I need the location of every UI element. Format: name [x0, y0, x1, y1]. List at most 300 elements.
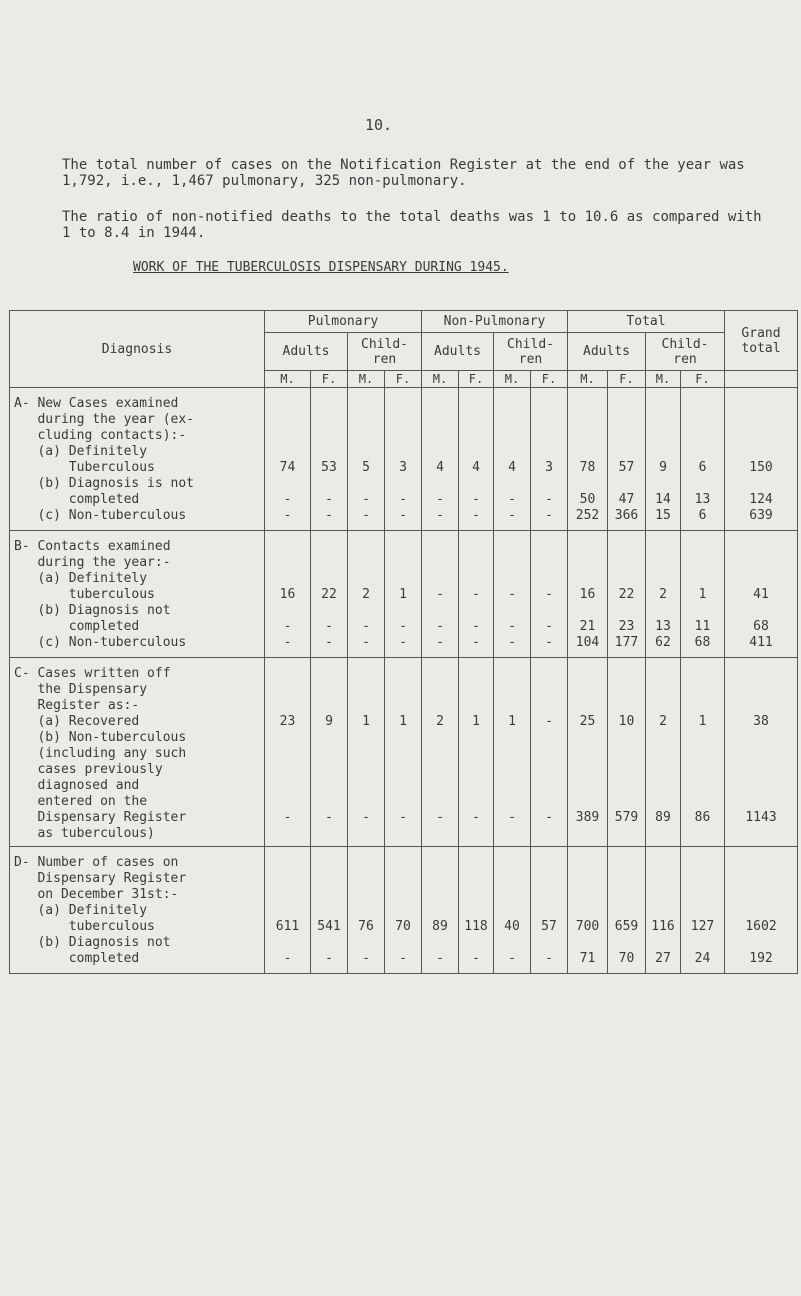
value: 68 — [753, 619, 769, 634]
sex-header-f: F. — [311, 371, 348, 388]
label-line: during the year (ex- — [14, 412, 195, 427]
label-line: completed — [14, 951, 140, 966]
count-cell — [459, 847, 494, 974]
value — [348, 603, 384, 619]
value: 22 — [618, 587, 635, 602]
value: 57 — [618, 460, 635, 475]
value — [681, 762, 724, 778]
value: 579 — [614, 810, 639, 825]
non-pulmonary-header: Non-Pulmonary — [422, 311, 568, 333]
value: - — [399, 619, 407, 634]
value: 89 — [432, 919, 448, 934]
label-line: completed — [14, 619, 140, 634]
value: - — [472, 951, 480, 966]
label-line: cluding contacts):- — [14, 428, 187, 443]
value: - — [508, 951, 516, 966]
value: 76 — [358, 919, 374, 934]
value — [494, 746, 530, 762]
value: 68 — [694, 635, 711, 650]
paragraph-death-ratio: The ratio of non-notified deaths to the total deaths was 1 to 10.6 as compared with 1 to 8.4 in 1944. — [62, 209, 762, 241]
value: 40 — [504, 919, 520, 934]
count-cell — [646, 847, 681, 974]
value — [422, 794, 458, 810]
count-cell — [348, 388, 385, 531]
count-cell — [385, 531, 422, 658]
value — [531, 762, 567, 778]
value: 71 — [579, 951, 596, 966]
sex-header-f: F. — [681, 371, 725, 388]
value — [608, 476, 645, 492]
value: 1 — [698, 587, 707, 602]
count-cell — [311, 658, 348, 847]
value — [265, 794, 310, 810]
value — [459, 778, 493, 794]
value — [422, 603, 458, 619]
value — [311, 603, 347, 619]
label-line: tuberculous — [14, 587, 155, 602]
value: 11 — [694, 619, 711, 634]
value: - — [399, 492, 407, 507]
label-line: during the year:- — [14, 555, 171, 570]
value: - — [325, 492, 333, 507]
value: 41 — [753, 587, 769, 602]
pulmonary-children-header: Child- ren — [348, 333, 422, 371]
pulmonary-header: Pulmonary — [265, 311, 422, 333]
value — [459, 603, 493, 619]
count-cell — [348, 531, 385, 658]
value: - — [283, 810, 292, 825]
section-row-d — [10, 847, 798, 974]
value: - — [436, 619, 444, 634]
label-line: (a) Recovered — [14, 714, 140, 729]
value: 25 — [579, 714, 596, 729]
value: 252 — [575, 508, 600, 523]
value: - — [325, 635, 333, 650]
value — [385, 746, 421, 762]
count-cell — [311, 531, 348, 658]
value: 5 — [362, 460, 370, 475]
grand-total-cell — [725, 388, 798, 531]
count-cell — [422, 531, 459, 658]
sex-header-f: F. — [459, 371, 494, 388]
value — [311, 778, 347, 794]
value: 21 — [579, 619, 596, 634]
label-line: C- Cases written off — [14, 666, 171, 681]
label-line: (b) Diagnosis not — [14, 603, 171, 618]
count-cell — [608, 658, 646, 847]
value — [459, 935, 493, 951]
value: 116 — [651, 919, 675, 934]
value — [681, 730, 724, 746]
count-cell — [265, 388, 311, 531]
value — [348, 935, 384, 951]
value: - — [508, 619, 516, 634]
value: - — [399, 508, 407, 523]
value — [568, 730, 607, 746]
value: 16 — [579, 587, 596, 602]
value — [422, 778, 458, 794]
label-line: tuberculous — [14, 919, 155, 934]
value: 177 — [614, 635, 639, 650]
sex-header-f: F. — [531, 371, 568, 388]
value — [265, 603, 310, 619]
value — [265, 778, 310, 794]
value: 78 — [579, 460, 596, 475]
value: 13 — [655, 619, 671, 634]
value: 150 — [749, 460, 773, 475]
value — [311, 935, 347, 951]
count-cell — [348, 658, 385, 847]
value: - — [508, 508, 516, 523]
value — [608, 935, 645, 951]
count-cell — [348, 847, 385, 974]
value — [725, 476, 797, 492]
value: 2 — [436, 714, 444, 729]
value: - — [283, 508, 292, 523]
value: 16 — [279, 587, 296, 602]
value: 2 — [659, 587, 667, 602]
value: - — [472, 587, 480, 602]
non-pulmonary-children-header: Child- ren — [494, 333, 568, 371]
value: - — [472, 810, 480, 825]
value: 22 — [321, 587, 337, 602]
value: 9 — [325, 714, 333, 729]
value: - — [436, 492, 444, 507]
label-line: entered on the — [14, 794, 148, 809]
value: 1 — [362, 714, 370, 729]
label-line: D- Number of cases on — [14, 855, 179, 870]
value: 4 — [508, 460, 516, 475]
value: - — [399, 635, 407, 650]
value — [311, 794, 347, 810]
value: - — [508, 810, 516, 825]
value: 1 — [399, 714, 407, 729]
value: 57 — [541, 919, 557, 934]
value — [531, 794, 567, 810]
count-cell — [422, 847, 459, 974]
value: - — [545, 508, 553, 523]
value: - — [545, 587, 553, 602]
value: 124 — [749, 492, 773, 507]
count-cell — [568, 388, 608, 531]
value: 15 — [655, 508, 671, 523]
value — [646, 730, 680, 746]
value — [494, 935, 530, 951]
value — [608, 794, 645, 810]
label-line: diagnosed and — [14, 778, 140, 793]
value — [385, 730, 421, 746]
value — [385, 935, 421, 951]
label-line: (c) Non-tuberculous — [14, 635, 187, 650]
value: 659 — [614, 919, 639, 934]
count-cell — [494, 658, 531, 847]
value: 50 — [579, 492, 596, 507]
label-line: (b) Diagnosis is not — [14, 476, 195, 491]
value: - — [362, 810, 370, 825]
count-cell — [311, 847, 348, 974]
value — [265, 762, 310, 778]
value — [311, 476, 347, 492]
grand-total-header: Grand total — [725, 311, 798, 371]
value: - — [545, 810, 553, 825]
value — [681, 746, 724, 762]
value — [725, 746, 797, 762]
value: - — [508, 635, 516, 650]
value: - — [472, 619, 480, 634]
value — [422, 746, 458, 762]
grand-total-cell — [725, 531, 798, 658]
value — [494, 603, 530, 619]
count-cell — [568, 847, 608, 974]
value — [608, 778, 645, 794]
sex-header-f: F. — [608, 371, 646, 388]
value: - — [508, 587, 516, 602]
value: 47 — [618, 492, 635, 507]
value: 1 — [399, 587, 407, 602]
value — [531, 935, 567, 951]
value: - — [472, 635, 480, 650]
value — [494, 778, 530, 794]
value — [265, 746, 310, 762]
value: 389 — [575, 810, 600, 825]
value: - — [325, 619, 333, 634]
value: - — [399, 810, 407, 825]
value: - — [325, 810, 333, 825]
value — [265, 730, 310, 746]
count-cell — [568, 531, 608, 658]
value — [568, 778, 607, 794]
value: - — [283, 635, 292, 650]
value: - — [545, 951, 553, 966]
value — [311, 730, 347, 746]
value: 4 — [436, 460, 444, 475]
value: 70 — [618, 951, 635, 966]
value: 411 — [749, 635, 773, 650]
value — [265, 935, 310, 951]
value — [531, 746, 567, 762]
pulmonary-adults-header: Adults — [265, 333, 348, 371]
total-header: Total — [568, 311, 725, 333]
label-line: Dispensary Register — [14, 871, 187, 886]
value — [494, 476, 530, 492]
grand-total-cell — [725, 658, 798, 847]
value — [725, 778, 797, 794]
value: 1602 — [745, 919, 777, 934]
value: - — [545, 619, 553, 634]
value: 23 — [618, 619, 635, 634]
count-cell — [646, 658, 681, 847]
label-line: (c) Non-tuberculous — [14, 508, 187, 523]
value — [348, 746, 384, 762]
value — [385, 603, 421, 619]
value — [459, 762, 493, 778]
count-cell — [459, 388, 494, 531]
value: 366 — [614, 508, 639, 523]
label-line: (b) Diagnosis not — [14, 935, 171, 950]
value — [459, 794, 493, 810]
value: - — [472, 508, 480, 523]
value — [568, 603, 607, 619]
value — [385, 762, 421, 778]
value — [725, 762, 797, 778]
sex-header-m: M. — [348, 371, 385, 388]
count-cell — [681, 531, 725, 658]
value — [422, 730, 458, 746]
label-line: cases previously — [14, 762, 163, 777]
value — [422, 935, 458, 951]
value: 89 — [655, 810, 671, 825]
count-cell — [265, 658, 311, 847]
count-cell — [608, 847, 646, 974]
value: 1 — [698, 714, 707, 729]
value — [459, 746, 493, 762]
count-cell — [681, 847, 725, 974]
label-line: Register as:- — [14, 698, 140, 713]
value — [646, 935, 680, 951]
value: 2 — [659, 714, 667, 729]
value — [311, 746, 347, 762]
value: 700 — [575, 919, 600, 934]
sex-header-m: M. — [494, 371, 531, 388]
value — [459, 476, 493, 492]
value — [459, 730, 493, 746]
count-cell — [265, 531, 311, 658]
count-cell — [385, 388, 422, 531]
label-line: on December 31st:- — [14, 887, 179, 902]
value: - — [362, 951, 370, 966]
value: 192 — [749, 951, 773, 966]
value — [568, 476, 607, 492]
value: 118 — [464, 919, 488, 934]
count-cell — [494, 388, 531, 531]
count-cell — [568, 658, 608, 847]
value — [681, 476, 724, 492]
value — [608, 730, 645, 746]
count-cell — [265, 847, 311, 974]
value — [311, 762, 347, 778]
value: - — [436, 635, 444, 650]
value: - — [545, 635, 553, 650]
total-adults-header: Adults — [568, 333, 646, 371]
value — [646, 476, 680, 492]
value — [608, 762, 645, 778]
section-row-a — [10, 388, 798, 531]
value — [568, 935, 607, 951]
count-cell — [494, 847, 531, 974]
count-cell — [459, 531, 494, 658]
value — [348, 730, 384, 746]
value: 1143 — [745, 810, 777, 825]
count-cell — [531, 847, 568, 974]
value — [646, 794, 680, 810]
grand-total-subheader — [725, 371, 798, 388]
count-cell — [608, 531, 646, 658]
value: 541 — [317, 919, 341, 934]
sex-header-m: M. — [646, 371, 681, 388]
value — [531, 603, 567, 619]
diagnosis-header: Diagnosis — [10, 311, 265, 388]
value — [725, 794, 797, 810]
paragraph-notification-register: The total number of cases on the Notification Register at the end of the year was 1,792, i.e., 1,467 pulmonary, 325 non-pulmonary. — [62, 157, 745, 189]
value: 70 — [395, 919, 411, 934]
value — [681, 603, 724, 619]
value — [494, 762, 530, 778]
label-line: (b) Non-tuberculous — [14, 730, 187, 745]
value — [681, 778, 724, 794]
count-cell — [608, 388, 646, 531]
value: 3 — [545, 460, 553, 475]
value — [422, 762, 458, 778]
value — [646, 778, 680, 794]
value — [646, 762, 680, 778]
section-label — [10, 658, 265, 847]
sex-header-m: M. — [422, 371, 459, 388]
label-line: (a) Definitely — [14, 571, 148, 586]
sex-header-f: F. — [385, 371, 422, 388]
value — [725, 603, 797, 619]
value: - — [545, 492, 553, 507]
page-number: 10. — [365, 116, 393, 134]
non-pulmonary-adults-header: Adults — [422, 333, 494, 371]
value: - — [325, 951, 333, 966]
value: 27 — [655, 951, 671, 966]
value: 6 — [698, 460, 707, 475]
value — [646, 746, 680, 762]
value: 104 — [575, 635, 600, 650]
value: 38 — [753, 714, 769, 729]
value — [531, 476, 567, 492]
section-label — [10, 531, 265, 658]
count-cell — [494, 531, 531, 658]
value — [608, 603, 645, 619]
value — [385, 794, 421, 810]
value: 127 — [690, 919, 715, 934]
value — [681, 794, 724, 810]
value — [568, 762, 607, 778]
section-row-c — [10, 658, 798, 847]
value — [646, 603, 680, 619]
value: - — [399, 951, 407, 966]
value: 23 — [279, 714, 296, 729]
label-line: Tuberculous — [14, 460, 155, 475]
count-cell — [422, 658, 459, 847]
count-cell — [681, 658, 725, 847]
value — [494, 794, 530, 810]
value: - — [283, 951, 292, 966]
value: 74 — [279, 460, 296, 475]
value: - — [508, 492, 516, 507]
label-line: B- Contacts examined — [14, 539, 171, 554]
value — [348, 778, 384, 794]
value: 1 — [508, 714, 516, 729]
section-label — [10, 847, 265, 974]
value — [348, 794, 384, 810]
label-line: Dispensary Register — [14, 810, 187, 825]
count-cell — [385, 658, 422, 847]
count-cell — [385, 847, 422, 974]
value: 611 — [275, 919, 300, 934]
value: 1 — [472, 714, 480, 729]
dispensary-work-table — [9, 310, 798, 974]
value — [608, 746, 645, 762]
value: 6 — [698, 508, 707, 523]
value — [681, 935, 724, 951]
value — [568, 746, 607, 762]
count-cell — [459, 658, 494, 847]
count-cell — [531, 658, 568, 847]
value: 10 — [618, 714, 635, 729]
label-line: (a) Definitely — [14, 444, 148, 459]
